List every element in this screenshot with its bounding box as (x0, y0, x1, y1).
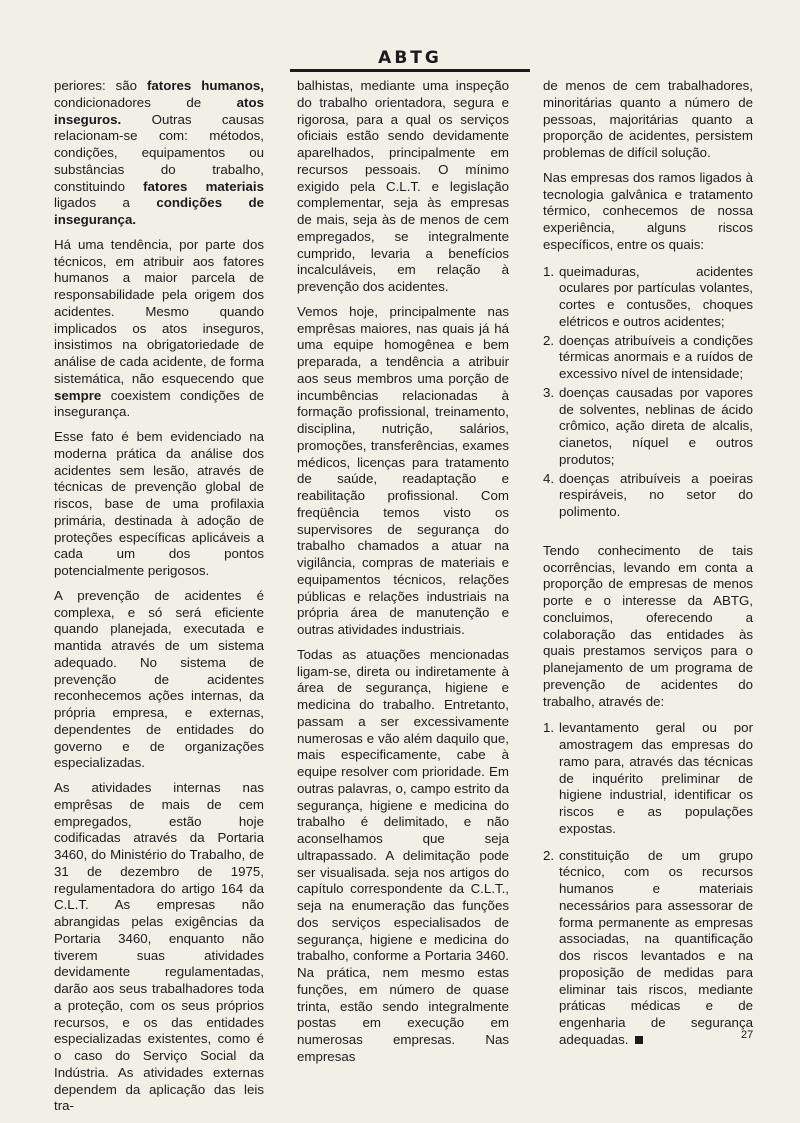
paragraph: Tendo conhecimento de tais ocorrências, levando em conta a proporção de empresas de menos porte e o interesse da ABTG, concluimos, oferecendo a colaboração das entidades às quais prestamos serviços para o planejamento de um programa de prevenção de acidentes do trabalho, através de: (543, 542, 753, 709)
risk-list (543, 264, 753, 521)
paragraph: de menos de cem trabalhadores, minoritárias quanto a número de pessoas, majoritárias quanto a proporção de acidentes, persistem problemas de difícil solução. (543, 78, 753, 160)
paragraph: balhistas, mediante uma inspeção do trabalho orientadora, segura e rigorosa, para a qual os serviços oficiais estão sendo devidamente aparelhados, principalmente em recursos pessoais. O mínimo exigido pela C.L.T. e legislação complementar, seja às empresas de mais, seja às de menos de cem empregados, se integralmente cumprido, levaria a benefícios incalculáveis, em relação à prevenção dos acidentes. (297, 78, 509, 294)
list-item: 2. doenças atribuíveis a condições térmicas anormais e a ruídos de excessivo nível de intensidade; (543, 332, 753, 381)
column-2 (297, 78, 509, 1074)
paragraph: Nas empresas dos ramos ligados à tecnologia galvânica e tratamento térmico, conhecemos de nossa experiência, alguns riscos específicos, entre os quais: (543, 169, 753, 252)
paragraph: Há uma tendência, por parte dos técnicos, em atribuir aos fatores humanos a maior parcela de responsabilidade pela origem dos acidentes. Mesmo quando implicados os atos inseguros, insistimos na obrigatoriedade de análise de cada acidente, de forma sistemática, não esquecendo que sempre coexistem condições de insegurança. (54, 236, 264, 420)
list-item: 1. queimaduras, acidentes oculares por partículas volantes, cortes e contusões, choques elétricos e outros acidentes; (543, 263, 753, 329)
spacer (543, 529, 753, 543)
page-number: 27 (741, 1029, 754, 1041)
paragraph: Esse fato é bem evidenciado na moderna prática da análise dos acidentes sem lesão, através de técnicas de prevenção global de riscos, base de uma profilaxia primária, destinada à adoção de proteções específicas aplicáveis a cada um dos pontos potencialmente perigosos. (54, 429, 264, 578)
column-1 (54, 78, 264, 1123)
paragraph: A prevenção de acidentes é complexa, e só será eficiente quando planejada, executada e mantida através de um sistema adequado. No sistema de prevenção de acidentes reconhecemos ações internas, da própria empresa, e externas, dependentes de entidades do governo e de organizações especializadas. (54, 587, 264, 771)
list-item: 1. levantamento geral ou por amostragem das empresas do ramo para, através das técnicas de inquérito preliminar de higiene industrial, identificar os riscos e as populações expostas. (543, 720, 753, 836)
proposal-list (543, 720, 753, 1048)
paragraph: Vemos hoje, principalmente nas emprêsas maiores, nas quais já há uma equipe homogênea e bem preparada, a tendência a atribuir aos seus membros uma porção de incumbências relacionadas à formação profissional, treinamento, disciplina, nutrição, salários, promoções, transferências, exames médicos, licenças para tratamento de saúde, readaptação e reabilitação profissional. Com freqüência temos visto os supervisores de segurança do trabalho chamados a atuar na vigilância, compras de materiais e equipamentos técnicos, relações públicas e relações industriais na própria área de manutenção e outras atividades industriais. (297, 303, 509, 637)
list-item: 2. constituição de um grupo técnico, com os recursos humanos e materiais necessários para assessorar de forma permanente as empresas associadas, na quantificação dos riscos levantados e na proposição de medidas para eliminar tais riscos, mediante práticas médicas e de engenharia de segurança adequadas. (543, 847, 753, 1047)
paragraph: As atividades internas nas emprêsas de mais de cem empregados, estão hoje codificadas através da Portaria 3460, do Ministério do Trabalho, de 31 de dezembro de 1975, regulamentadora do artigo 164 da C.L.T. As empresas não abrangidas pelas exigências da Portaria 3460, enquanto não tiverem suas atividades devidamente regulamentadas, darão aos seus trabalhadores toda a proteção, com os seus próprios recursos, e os das entidades especializadas existentes, como é o caso do Serviço Social da Indústria. As atividades externas dependem da aplicação das leis tra- (54, 780, 264, 1114)
header-title: ABTG (378, 48, 442, 68)
list-item: 4. doenças atribuíveis a poeiras respiráveis, no setor do polimento. (543, 470, 753, 519)
page-header (290, 44, 530, 72)
end-of-article-mark (635, 1036, 643, 1044)
list-item: 3. doenças causadas por vapores de solventes, neblinas de ácido crômico, ação direta de alcalis, cianetos, níquel e outros produtos; (543, 384, 753, 467)
column-3 (543, 78, 753, 1059)
header-rule (290, 69, 530, 72)
paragraph: periores: são fatores humanos, condicionadores de atos inseguros. Outras causas relacionam-se com: métodos, condições, equipamentos ou substâncias do trabalho, constituindo fatores materiais ligados a condições de insegurança. (54, 78, 265, 227)
paragraph: Todas as atuações mencionadas ligam-se, direta ou indiretamente à área de segurança, higiene e medicina do trabalho. Entretanto, passam a ser excessivamente numerosas e vão além daquilo que, mais especificamente, cabe à equipe resolver com prioridade. Em outras palavras, o, campo estrito da segurança, higiene e medicina do trabalho é delimitado, e não aconselhamos que seja ultrapassado. A delimitação pode ser visualisada. seja nos artigos do capítulo correspondente da C.L.T., seja na enumeração das funções dos serviços especialisados de segurança, higiene e medicina do trabalho, conforme a Portaria 3460. Na prática, nem mesmo estas funções, em número de quase trinta, estão sendo integralmente postas em execução em numerosas empresas. Nas empresas (297, 646, 509, 1064)
